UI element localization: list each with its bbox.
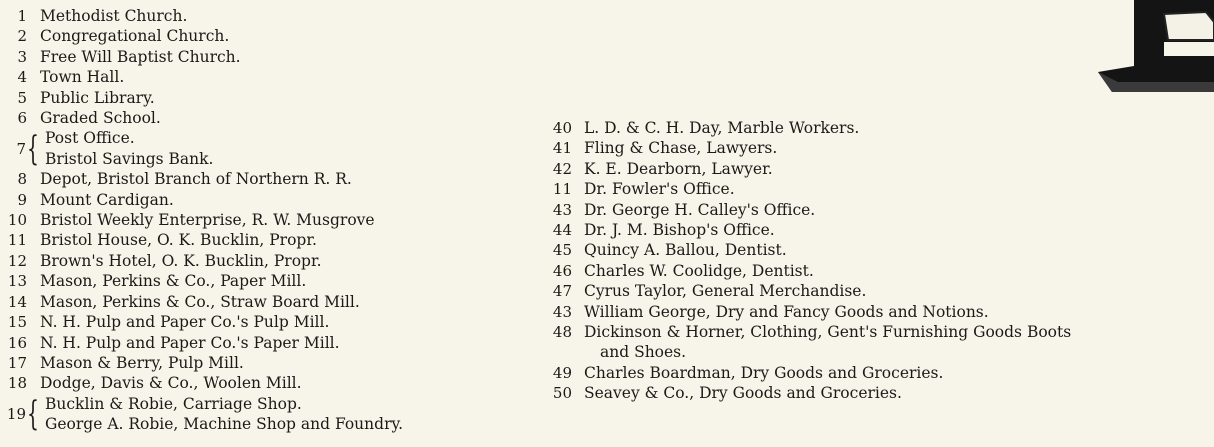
entry-text-continuation: and Shoes.	[600, 343, 687, 362]
entry-number: 11	[7, 231, 27, 250]
entry-number: 41	[552, 139, 572, 158]
legend-entry	[540, 200, 1200, 220]
entry-number: 49	[552, 363, 572, 382]
legend-entry	[540, 302, 1200, 322]
legend-entry	[0, 373, 500, 393]
legend-entry	[540, 220, 1200, 240]
legend-entry	[540, 261, 1200, 281]
legend-entry	[540, 138, 1200, 158]
entry-number: 43	[552, 302, 572, 321]
entry-number: 11	[552, 180, 572, 199]
legend-entry	[0, 26, 500, 46]
legend-entry	[540, 322, 1200, 363]
entry-number: 40	[552, 119, 572, 137]
entry-number: 4	[17, 68, 27, 87]
entry-text: L. D. & C. H. Day, Marble Workers.	[584, 119, 860, 137]
entry-text: Methodist Church.	[40, 7, 188, 25]
entry-number: 6	[17, 109, 27, 128]
brace-icon: {	[27, 394, 39, 435]
entry-text: Mason, Perkins & Co., Straw Board Mill.	[40, 292, 360, 311]
entry-number: 3	[17, 47, 27, 66]
entry-text: Public Library.	[40, 88, 155, 107]
entry-number: 46	[552, 261, 572, 280]
legend-entry	[0, 230, 500, 250]
entry-text: Mason & Berry, Pulp Mill.	[40, 353, 244, 372]
entry-number: 45	[552, 241, 572, 260]
entry-text: Brown's Hotel, O. K. Bucklin, Propr.	[40, 251, 322, 270]
legend-right-column	[540, 118, 1200, 404]
entry-number: 5	[17, 88, 27, 107]
decorative-block-letter	[1098, 0, 1214, 92]
legend-entry	[0, 67, 500, 87]
entry-number: 12	[7, 251, 27, 270]
entry-text: Mason, Perkins & Co., Paper Mill.	[40, 272, 307, 291]
entry-number: 7	[16, 139, 26, 158]
entry-number: 10	[7, 211, 27, 230]
entry-number: 18	[7, 374, 27, 393]
legend-entry-group	[0, 394, 500, 435]
entry-text: Post Office.	[45, 129, 135, 148]
entry-number: 8	[17, 170, 27, 189]
legend-entry	[540, 159, 1200, 179]
legend-entry	[0, 271, 500, 291]
legend-entry	[0, 251, 500, 271]
entry-number: 42	[552, 159, 572, 178]
legend-entry-group	[0, 128, 500, 169]
legend-entry	[0, 169, 500, 189]
entry-text: Bristol Weekly Enterprise, R. W. Musgrove	[40, 211, 375, 230]
entry-text: Dickinson & Horner, Clothing, Gent's Furnishing Goods Boots	[584, 323, 1072, 342]
entry-number: 1	[17, 7, 27, 25]
entry-text: Charles Boardman, Dry Goods and Groceries.	[584, 363, 944, 382]
legend-entry	[0, 88, 500, 108]
entry-text: Bucklin & Robie, Carriage Shop.	[45, 394, 302, 413]
legend-left-column	[0, 6, 500, 435]
legend-entry	[0, 292, 500, 312]
entry-number: 13	[7, 272, 27, 291]
entry-text: William George, Dry and Fancy Goods and Notions.	[584, 302, 989, 321]
entry-number: 43	[552, 200, 572, 219]
legend-entry	[0, 353, 500, 373]
entry-text: Graded School.	[40, 109, 161, 128]
entry-number: 44	[552, 221, 572, 240]
legend-entry	[0, 47, 500, 67]
brace-icon: {	[27, 128, 39, 169]
entry-text: Bristol House, O. K. Bucklin, Propr.	[40, 231, 317, 250]
entry-text: Dr. J. M. Bishop's Office.	[584, 221, 775, 240]
entry-text: George A. Robie, Machine Shop and Foundry.	[45, 415, 404, 434]
entry-number: 9	[17, 190, 27, 209]
entry-text: Seavey & Co., Dry Goods and Groceries.	[584, 384, 902, 403]
entry-text: Fling & Chase, Lawyers.	[584, 139, 778, 158]
entry-text: Charles W. Coolidge, Dentist.	[584, 261, 814, 280]
entry-text: K. E. Dearborn, Lawyer.	[584, 159, 773, 178]
legend-entry	[540, 363, 1200, 383]
legend-entry	[540, 118, 1200, 138]
entry-text: Bristol Savings Bank.	[45, 149, 214, 168]
entry-number: 50	[552, 384, 572, 403]
entry-text: Dr. Fowler's Office.	[584, 180, 735, 199]
entry-text: N. H. Pulp and Paper Co.'s Paper Mill.	[40, 333, 340, 352]
entry-number: 14	[7, 292, 27, 311]
entry-number: 47	[552, 282, 572, 301]
legend-entry	[540, 240, 1200, 260]
entry-number: 19	[6, 404, 26, 423]
entry-text: Dr. George H. Calley's Office.	[584, 200, 816, 219]
entry-number: 16	[7, 333, 27, 352]
legend-entry	[0, 333, 500, 353]
legend-entry	[0, 190, 500, 210]
entry-text: Quincy A. Ballou, Dentist.	[584, 241, 787, 260]
entry-text: Free Will Baptist Church.	[40, 47, 241, 66]
entry-number: 2	[17, 27, 27, 46]
legend-entry	[0, 6, 500, 26]
entry-text: Dodge, Davis & Co., Woolen Mill.	[40, 374, 302, 393]
legend-entry	[0, 108, 500, 128]
entry-number: 17	[7, 353, 27, 372]
legend-entry	[540, 281, 1200, 301]
entry-text: Mount Cardigan.	[40, 190, 174, 209]
entry-text: Town Hall.	[40, 68, 125, 87]
entry-text: Cyrus Taylor, General Merchandise.	[584, 282, 867, 301]
entry-number: 48	[552, 323, 572, 342]
legend-entry	[540, 383, 1200, 403]
entry-text: N. H. Pulp and Paper Co.'s Pulp Mill.	[40, 313, 330, 332]
entry-number: 15	[7, 313, 27, 332]
entry-text: Depot, Bristol Branch of Northern R. R.	[40, 170, 352, 189]
legend-entry	[540, 179, 1200, 199]
legend-entry	[0, 312, 500, 332]
entry-text: Congregational Church.	[40, 27, 230, 46]
legend-entry	[0, 210, 500, 230]
